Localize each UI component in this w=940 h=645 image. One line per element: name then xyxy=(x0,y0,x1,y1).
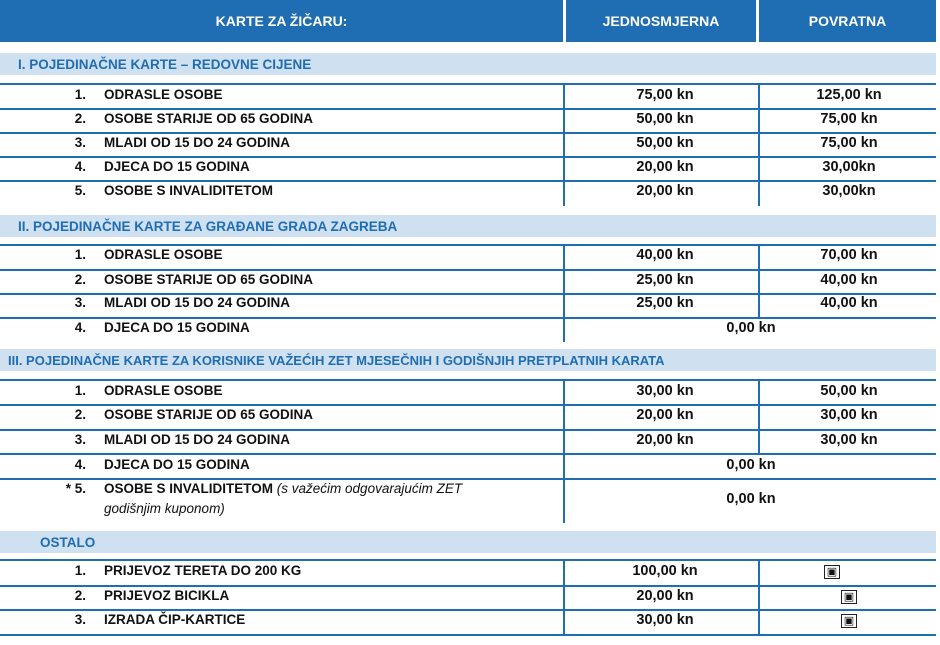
price-return: 40,00 kn xyxy=(820,272,878,288)
table-row xyxy=(0,247,936,267)
row-label: OSOBE STARIJE OD 65 GODINA xyxy=(104,272,314,287)
price-return-icon xyxy=(762,612,936,628)
missing-glyph-icon: ▣ xyxy=(841,590,857,604)
price-return: 30,00 kn xyxy=(820,407,878,423)
grid-line xyxy=(563,244,565,342)
price-one-way: 30,00 kn xyxy=(636,383,694,399)
row-number: 2. xyxy=(74,272,86,287)
row-number: 2. xyxy=(74,407,86,422)
price-return: 75,00 kn xyxy=(820,111,878,127)
price-return: 40,00 kn xyxy=(820,295,878,311)
grid-line xyxy=(563,379,565,523)
grid-line xyxy=(0,478,936,480)
grid-line xyxy=(758,83,760,206)
section-title-regular: I. POJEDINAČNE KARTE – REDOVNE CIJENE xyxy=(0,53,936,75)
table-row xyxy=(0,481,936,521)
table-row xyxy=(0,87,936,107)
price-one-way: 40,00 kn xyxy=(636,247,694,263)
grid-line xyxy=(758,559,760,635)
header-return: POVRATNA xyxy=(808,13,887,29)
price-one-way: 20,00 kn xyxy=(636,407,694,423)
row-number: 3. xyxy=(74,135,86,150)
section-title-citizens: II. POJEDINAČNE KARTE ZA GRAĐANE GRADA ZAGREBA xyxy=(0,215,936,237)
row-number: 4. xyxy=(74,159,86,174)
section-title-other: OSTALO xyxy=(0,531,936,553)
grid-line xyxy=(0,269,936,271)
price-both: 0,00 kn xyxy=(726,457,776,473)
grid-line xyxy=(0,404,936,406)
price-one-way: 25,00 kn xyxy=(636,295,694,311)
price-one-way: 50,00 kn xyxy=(636,135,694,151)
row-label: PRIJEVOZ TERETA DO 200 KG xyxy=(104,563,302,578)
row-label: DJECA DO 15 GODINA xyxy=(104,457,250,472)
header-title: KARTE ZA ŽIČARU: xyxy=(215,13,348,29)
grid-line xyxy=(0,293,936,295)
row-label: DJECA DO 15 GODINA xyxy=(104,320,250,335)
price-return: 50,00 kn xyxy=(820,383,878,399)
row-number: 4. xyxy=(74,320,86,335)
price-return-icon xyxy=(762,588,936,604)
row-label: IZRADA ČIP-KARTICE xyxy=(104,612,246,627)
grid-line xyxy=(0,108,936,110)
row-label-text: OSOBE S INVALIDITETOM xyxy=(104,481,274,496)
row-label: MLADI OD 15 DO 24 GODINA xyxy=(104,432,291,447)
table-row xyxy=(0,432,936,452)
price-return: 70,00 kn xyxy=(820,247,878,263)
table-row xyxy=(0,111,936,131)
price-one-way: 25,00 kn xyxy=(636,272,694,288)
grid-line xyxy=(0,609,936,611)
header-cell-one-way xyxy=(566,0,756,42)
header-cell-tickets xyxy=(0,0,563,42)
row-number: 3. xyxy=(74,295,86,310)
grid-line xyxy=(0,156,936,158)
missing-glyph-icon: ▣ xyxy=(824,565,840,579)
section-title-zet-subscribers: III. POJEDINAČNE KARTE ZA KORISNIKE VAŽEĆIH ZET MJESEČNIH I GODIŠNJIH PRETPLATNIH KARATA xyxy=(0,349,936,371)
row-number: 1. xyxy=(74,383,86,398)
grid-line xyxy=(0,585,936,587)
row-label: ODRASLE OSOBE xyxy=(104,383,223,398)
header-cell-return xyxy=(759,0,936,42)
price-one-way: 30,00 kn xyxy=(636,612,694,628)
grid-line xyxy=(0,132,936,134)
price-return: 75,00 kn xyxy=(820,135,878,151)
row-label: OSOBE STARIJE OD 65 GODINA xyxy=(104,111,314,126)
row-number: 2. xyxy=(74,588,86,603)
row-number: 1. xyxy=(74,563,86,578)
grid-line xyxy=(0,317,936,319)
table-row xyxy=(0,588,936,608)
grid-line xyxy=(758,379,760,453)
grid-line xyxy=(0,83,936,85)
grid-line xyxy=(0,559,936,561)
row-note xyxy=(104,501,225,516)
row-number: 3. xyxy=(74,432,86,447)
grid-line xyxy=(563,83,565,206)
price-one-way: 20,00 kn xyxy=(636,183,694,199)
row-number: 4. xyxy=(74,457,86,472)
grid-line xyxy=(0,634,936,636)
grid-line xyxy=(758,244,760,317)
header-one-way: JEDNOSMJERNA xyxy=(602,13,720,29)
row-number: 2. xyxy=(74,111,86,126)
price-one-way: 50,00 kn xyxy=(636,111,694,127)
price-return-icon xyxy=(745,563,919,579)
price-return: 125,00 kn xyxy=(816,87,882,103)
grid-line xyxy=(0,429,936,431)
table-row xyxy=(0,135,936,155)
price-both: 0,00 kn xyxy=(726,491,776,507)
price-one-way: 20,00 kn xyxy=(636,432,694,448)
grid-line xyxy=(563,559,565,635)
price-one-way: 20,00 kn xyxy=(636,588,694,604)
row-label: OSOBE S INVALIDITETOM xyxy=(104,183,274,198)
row-number: 1. xyxy=(74,247,86,262)
price-return: 30,00kn xyxy=(822,159,876,175)
price-one-way: 20,00 kn xyxy=(636,159,694,175)
row-note-line2: godišnjim kuponom) xyxy=(104,501,225,516)
table-row xyxy=(0,407,936,427)
table-row xyxy=(0,272,936,292)
price-return: 30,00 kn xyxy=(820,432,878,448)
grid-line xyxy=(0,244,936,246)
grid-line xyxy=(0,379,936,381)
row-label: PRIJEVOZ BICIKLA xyxy=(104,588,230,603)
row-label: MLADI OD 15 DO 24 GODINA xyxy=(104,135,291,150)
price-one-way: 75,00 kn xyxy=(636,87,694,103)
row-label: ODRASLE OSOBE xyxy=(104,247,223,262)
row-label: MLADI OD 15 DO 24 GODINA xyxy=(104,295,291,310)
price-return: 30,00kn xyxy=(822,183,876,199)
row-note-line1: (s važećim odgovarajućim ZET xyxy=(276,481,463,496)
price-both: 0,00 kn xyxy=(726,320,776,336)
row-label: ODRASLE OSOBE xyxy=(104,87,223,102)
price-one-way: 100,00 kn xyxy=(632,563,698,579)
missing-glyph-icon: ▣ xyxy=(841,614,857,628)
table-row xyxy=(0,295,936,315)
table-row xyxy=(0,383,936,403)
row-number: 5. xyxy=(74,183,86,198)
table-row xyxy=(0,159,936,179)
table-row xyxy=(0,563,936,583)
table-row xyxy=(0,612,936,632)
table-row xyxy=(0,320,936,340)
row-number: 3. xyxy=(74,612,86,627)
row-label: DJECA DO 15 GODINA xyxy=(104,159,250,174)
row-number: * 5. xyxy=(65,481,86,496)
grid-line xyxy=(0,180,936,182)
table-row xyxy=(0,183,936,203)
row-label xyxy=(104,481,462,496)
grid-line xyxy=(0,453,936,455)
row-number: 1. xyxy=(74,87,86,102)
row-label: OSOBE STARIJE OD 65 GODINA xyxy=(104,407,314,422)
table-row xyxy=(0,457,936,477)
